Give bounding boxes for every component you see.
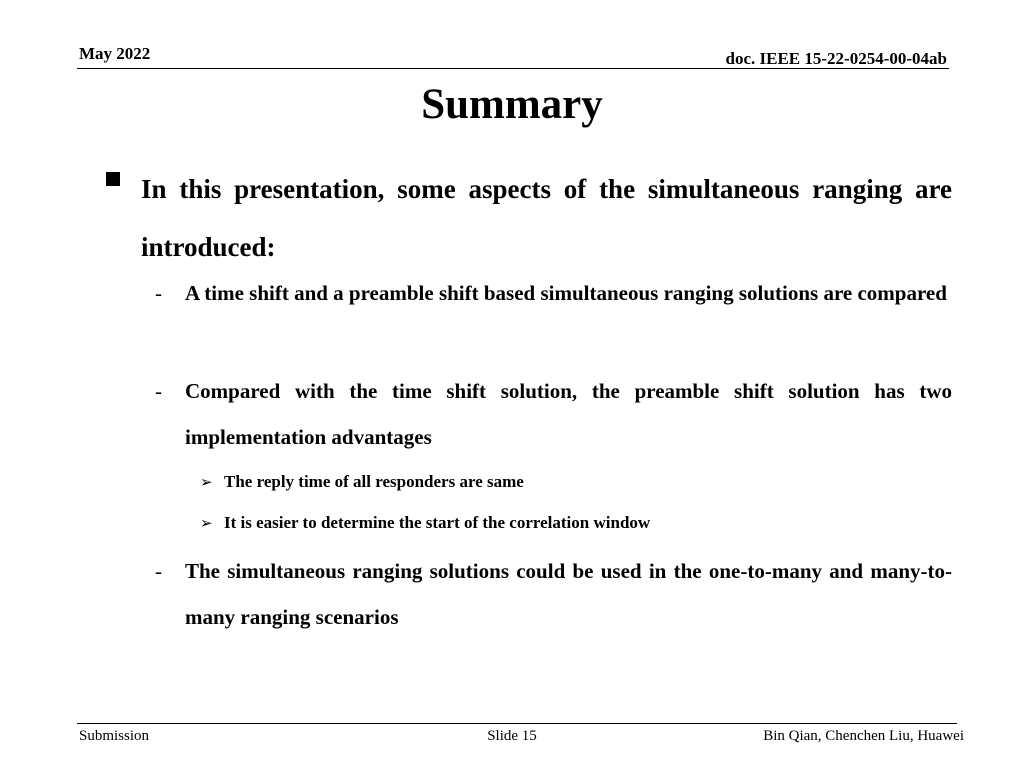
- sub-point-item: [200, 471, 952, 493]
- point-item: [155, 368, 952, 460]
- footer-slide-number: Slide 15: [487, 728, 537, 744]
- point-item: [155, 548, 952, 640]
- sub-point-text: The reply time of all responders are same: [224, 472, 524, 491]
- footer-authors: Bin Qian, Chenchen Liu, Huawei: [763, 728, 964, 744]
- dash-bullet-icon: -: [155, 559, 162, 583]
- point-text: The simultaneous ranging solutions could be used in the one-to-many and many-to-many ranging scenarios: [185, 559, 952, 629]
- header-divider: [77, 68, 949, 69]
- header-date: May 2022: [79, 44, 151, 63]
- point-text: A time shift and a preamble shift based simultaneous ranging solutions are compared: [185, 281, 947, 305]
- square-bullet-icon: [106, 172, 120, 186]
- sub-point-text: It is easier to determine the start of the correlation window: [224, 513, 651, 532]
- arrow-bullet-icon: ➢: [200, 473, 213, 491]
- footer-divider: [77, 723, 957, 724]
- point-text: Compared with the time shift solution, the preamble shift solution has two implementation advantages: [185, 379, 952, 449]
- point-item: [155, 270, 952, 316]
- dash-bullet-icon: -: [155, 379, 162, 403]
- intro-text: In this presentation, some aspects of the simultaneous ranging are introduced:: [141, 174, 952, 262]
- intro-bullet: [106, 160, 952, 276]
- arrow-bullet-icon: ➢: [200, 514, 213, 532]
- footer-submission: Submission: [79, 728, 150, 744]
- sub-point-item: [200, 512, 952, 534]
- slide-title: Summary: [421, 81, 603, 128]
- header-doc-id: doc. IEEE 15-22-0254-00-04ab: [725, 49, 947, 68]
- dash-bullet-icon: -: [155, 281, 162, 305]
